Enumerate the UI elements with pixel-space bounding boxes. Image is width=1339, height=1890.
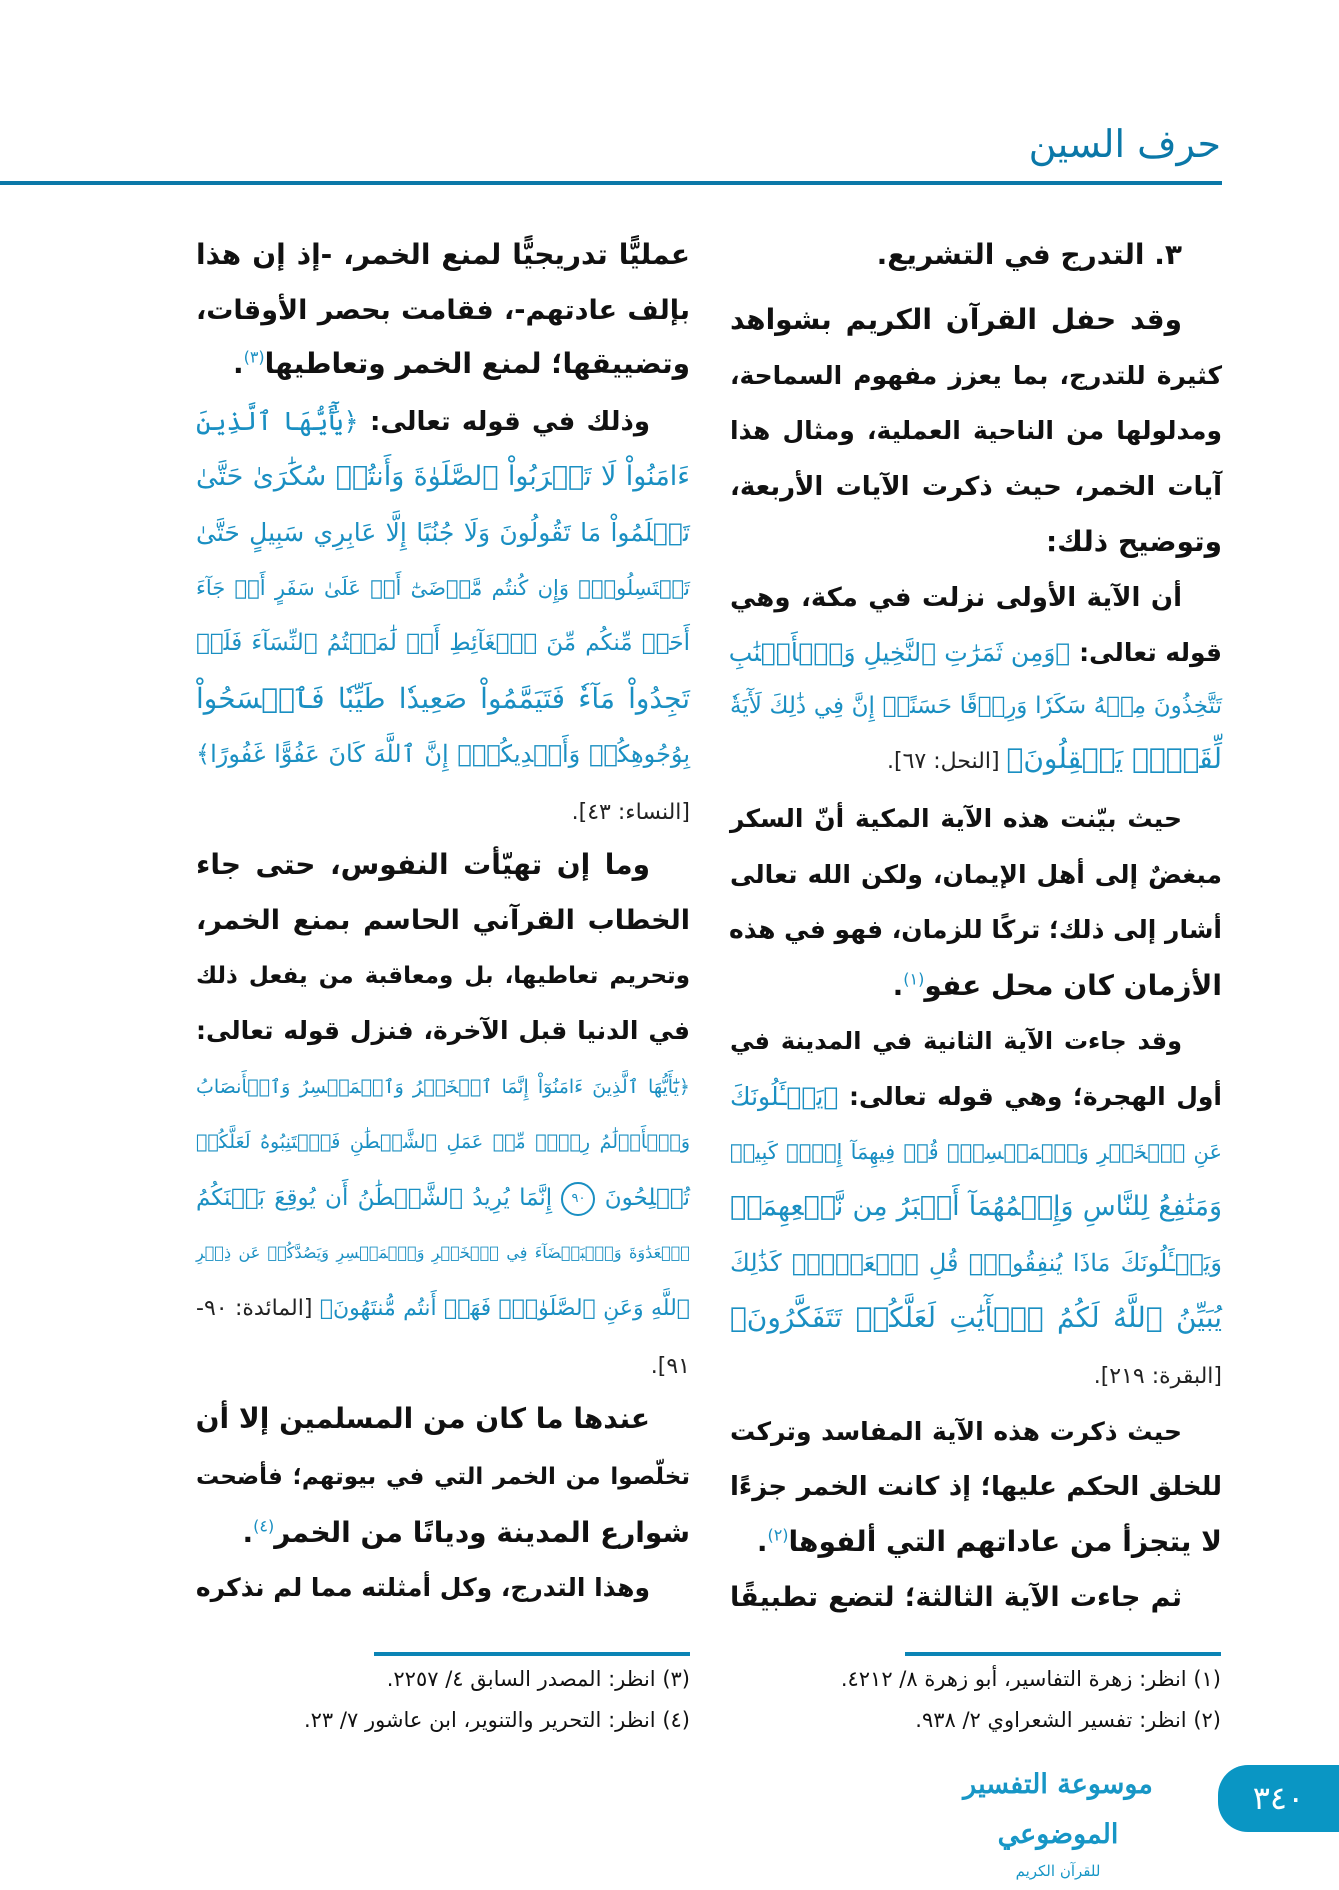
logo-subtitle: للقرآن الكريم	[1015, 1862, 1101, 1880]
quran-verse: ﴿وَمِن ثَمَرَٰتِ ٱلنَّخِيلِ وَٱلۡأَعۡنَٰبِ	[728, 638, 1071, 667]
right-column-line	[730, 1517, 1222, 1567]
verse-citation: [النحل: ٦٧].	[887, 749, 1007, 774]
quran-verse: لِّقَوۡمٖ يَعۡقِلُونَ﴾	[1006, 742, 1222, 775]
right-column-line	[730, 1072, 1222, 1122]
body-text: شوارع المدينة وديانًا من الخمر	[274, 1516, 690, 1549]
footnote-ref[interactable]: (٤)	[253, 1516, 275, 1536]
footnote-ref[interactable]: (١)	[903, 969, 925, 989]
body-text: حيث ذكرت هذه الآية المفاسد وتركت	[730, 1417, 1182, 1446]
right-column-line	[730, 794, 1222, 844]
body-text: عندها ما كان من المسلمين إلا أن	[195, 1402, 650, 1435]
left-column-line	[196, 508, 690, 558]
right-column-line	[730, 961, 1222, 1011]
body-text: لا يتجزأ من عاداتهم التي ألفوها	[788, 1525, 1222, 1558]
body-text: وذلك في قوله تعالى:	[358, 407, 650, 437]
right-column-line	[730, 681, 1222, 731]
left-column-line	[196, 951, 690, 1001]
quran-verse: ءَامَنُواْ لَا تَقۡرَبُواْ ٱلصَّلَوٰةَ وَأَنتُمۡ سُكَٰرَىٰ حَتَّىٰ	[196, 461, 690, 492]
footnote-3: (٣) انظر: المصدر السابق ٤/ ٢٢٥٧.	[386, 1667, 690, 1691]
quran-verse: ﴿يَٰٓأَيُّهَا ٱلَّذِينَ	[196, 407, 359, 437]
left-column-line	[196, 1173, 690, 1223]
quran-verse: تَتَّخِذُونَ مِنۡهُ سَكَرٗا وَرِزۡقًا حَسَنًاۚ إِنَّ فِي ذَٰلِكَ لَأٓيَةٗ	[730, 693, 1222, 719]
right-column-line	[730, 850, 1222, 900]
left-column-line	[196, 1117, 690, 1167]
body-text: .	[242, 1516, 254, 1549]
footnote-1: (١) انظر: زهرة التفاسير، أبو زهرة ٨/ ٤٢١٢.	[840, 1667, 1221, 1691]
quran-verse: أَحَدٞ مِّنكُم مِّنَ ٱلۡغَآئِطِ أَوۡ لَٰمَسۡتُمُ ٱلنِّسَآءَ فَلَمۡ	[196, 630, 690, 656]
body-text: تخلّصوا من الخمر التي في بيوتهم؛ فأضحت	[196, 1464, 690, 1490]
verse-citation: [النساء: ٤٣].	[571, 800, 690, 825]
body-text: آيات الخمر، حيث ذكرت الآيات الأربعة،	[730, 472, 1222, 502]
body-text: .	[892, 969, 904, 1002]
left-column-line	[196, 1508, 690, 1558]
body-text: وتضييقها؛ لمنع الخمر وتعاطيها	[264, 347, 690, 380]
left-column-line	[196, 840, 690, 890]
left-column-line	[196, 1062, 690, 1112]
body-text: عمليًّا تدريجيًّا لمنع الخمر، -إذ إن هذا	[196, 238, 690, 271]
right-column-line	[730, 1407, 1222, 1457]
quran-verse: يُبَيِّنُ ٱللَّهُ لَكُمُ ٱلۡأٓيَٰتِ لَعَلَّكُمۡ تَتَفَكَّرُونَ﴾	[730, 1301, 1222, 1334]
body-text: للخلق الحكم عليها؛ إذ كانت الخمر جزءًا	[730, 1472, 1222, 1502]
page-number: ٣٤٠	[1218, 1765, 1339, 1832]
right-column-line	[730, 1127, 1222, 1177]
left-column-line	[196, 1339, 690, 1389]
right-column-line	[730, 1238, 1222, 1288]
right-column-line	[730, 628, 1222, 678]
left-column-line	[196, 1228, 690, 1278]
right-column-line	[730, 1462, 1222, 1512]
logo-title: موسوعة التفسير الموضوعي	[963, 1769, 1153, 1850]
quran-verse: ﴿يَسۡـَٔلُونَكَ	[730, 1082, 839, 1111]
quran-verse: ٱللَّهِ وَعَنِ ٱلصَّلَوٰةِۖ فَهَلۡ أَنتُم مُّنتَهُونَ﴾	[319, 1296, 690, 1321]
left-column-line	[196, 785, 690, 835]
body-text: بإلف عادتهم-، فقامت بحصر الأوقات،	[196, 295, 690, 326]
body-text: .	[232, 347, 244, 380]
quran-verse: عَنِ ٱلۡخَمۡرِ وَٱلۡمَيۡسِرِۖ قُلۡ فِيهِمَآ إِثۡمٞ كَبِيرٞ	[730, 1140, 1222, 1164]
body-text: في الدنيا قبل الآخرة، فنزل قوله تعالى:	[196, 1016, 690, 1045]
quran-verse: تَجِدُواْ مَآءٗ فَتَيَمَّمُواْ صَعِيدٗا طَيِّبٗا فَٱمۡسَحُواْ	[196, 682, 690, 715]
left-column-line	[196, 618, 690, 668]
body-text: وقد حفل القرآن الكريم بشواهد	[730, 303, 1182, 336]
footnote-divider-left	[374, 1652, 690, 1656]
right-column-line	[730, 1573, 1222, 1623]
right-column-line	[730, 1016, 1222, 1066]
body-text: أول الهجرة؛ وهي قوله تعالى:	[838, 1082, 1222, 1111]
body-text: كثيرة للتدرج، بما يعزز مفهوم السماحة،	[730, 361, 1222, 390]
body-text: .	[756, 1525, 768, 1558]
body-text: حيث بيّنت هذه الآية المكية أنّ السكر	[730, 804, 1182, 833]
body-text: وتوضيح ذلك:	[1045, 525, 1222, 558]
right-column-line	[730, 1293, 1222, 1343]
footnote-2: (٢) انظر: تفسير الشعراوي ٢/ ٩٣٨.	[915, 1708, 1221, 1732]
quran-verse: وَٱلۡأَزۡلَٰمُ رِجۡسٞ مِّنۡ عَمَلِ ٱلشَّيۡطَٰنِ فَٱجۡتَنِبُوهُ لَعَلَّكُمۡ	[196, 1131, 690, 1153]
right-column-line	[730, 517, 1222, 567]
body-text: قوله تعالى:	[1070, 638, 1222, 667]
left-column-line	[196, 674, 690, 724]
body-text: الخطاب القرآني الحاسم بمنع الخمر،	[196, 905, 690, 936]
right-column-line	[730, 573, 1222, 623]
right-column-line	[730, 406, 1222, 456]
body-text: أن الآية الأولى نزلت في مكة، وهي	[730, 583, 1182, 613]
body-text: وقد جاءت الآية الثانية في المدينة في	[730, 1027, 1182, 1055]
body-text: الأزمان كان محل عفو	[924, 969, 1222, 1002]
body-text: ٣. التدرج في التشريع.	[876, 238, 1182, 271]
chapter-title: حرف السين	[1028, 122, 1221, 166]
header-divider	[0, 181, 1222, 185]
body-text: أشار إلى ذلك؛ تركًا للزمان، فهو في هذه	[728, 915, 1222, 944]
body-text: وتحريم تعاطيها، بل ومعاقبة من يفعل ذلك	[196, 963, 690, 989]
right-column-line	[730, 462, 1222, 512]
verse-citation: ٩١].	[650, 1354, 690, 1379]
quran-verse: وَمَنَٰفِعُ لِلنَّاسِ وَإِثۡمُهُمَآ أَكۡبَرُ مِن نَّفۡعِهِمَاۗ	[730, 1191, 1222, 1222]
left-column-line	[196, 397, 690, 447]
left-column-line	[196, 339, 690, 389]
body-text: ثم جاءت الآية الثالثة؛ لتضع تطبيقًا	[730, 1582, 1182, 1613]
left-column-line	[196, 729, 690, 779]
quran-verse: تَعۡلَمُواْ مَا تَقُولُونَ وَلَا جُنُبًا إِلَّا عَابِرِي سَبِيلٍ حَتَّىٰ	[196, 518, 690, 547]
verse-citation: [البقرة: ٢١٩].	[1093, 1364, 1222, 1389]
encyclopedia-logo	[934, 1760, 1182, 1880]
right-column-line	[730, 295, 1222, 345]
right-column-line	[730, 1182, 1222, 1232]
body-text: ومدلولها من الناحية العملية، ومثال هذا	[730, 416, 1222, 445]
body-text: مبغضٌ إلى أهل الإيمان، ولكن الله تعالى	[730, 860, 1222, 889]
left-column-line	[196, 563, 690, 613]
left-column-line	[196, 1006, 690, 1056]
quran-verse: تَغۡتَسِلُواْۚ وَإِن كُنتُم مَّرۡضَىٰٓ أَوۡ عَلَىٰ سَفَرٍ أَوۡ جَآءَ	[196, 576, 690, 600]
footnote-4: (٤) انظر: التحرير والتنوير، ابن عاشور ٧/ ٢٣.	[303, 1708, 690, 1732]
quran-verse: تُفۡلِحُونَ	[595, 1185, 690, 1211]
left-column-line	[196, 286, 690, 336]
verse-citation: [المائدة: ٩٠-	[196, 1296, 320, 1321]
quran-verse: بِوُجُوهِكُمۡ وَأَيۡدِيكُمۡۗ إِنَّ ٱللَّهَ كَانَ عَفُوًّا غَفُورًا﴾	[196, 740, 690, 768]
quran-verse: إِنَّمَا يُرِيدُ ٱلشَّيۡطَٰنُ أَن يُوقِعَ بَيۡنَكُمُ	[196, 1185, 562, 1211]
right-column-line	[730, 230, 1222, 280]
footnote-ref[interactable]: (٣)	[243, 347, 265, 367]
right-column-line	[730, 905, 1222, 955]
left-column-line	[196, 230, 690, 280]
footnote-ref[interactable]: (٢)	[767, 1525, 789, 1545]
left-column-line	[196, 452, 690, 502]
left-column-line	[196, 1394, 690, 1444]
quran-verse: ﴿يَٰٓأَيُّهَا ٱلَّذِينَ ءَامَنُوٓاْ إِنَّمَا ٱلۡخَمۡرُ وَٱلۡمَيۡسِرُ وَٱلۡأَنصَابُ	[196, 1076, 690, 1098]
right-column-line	[730, 351, 1222, 401]
body-text: وهذا التدرج، وكل أمثلته مما لم نذكره	[195, 1573, 650, 1602]
right-column-line	[730, 734, 1222, 784]
left-column-line	[196, 1284, 690, 1334]
left-column-line	[196, 896, 690, 946]
left-column-line	[196, 1452, 690, 1502]
quran-verse: ٱلۡعَدَٰوَةَ وَٱلۡبَغۡضَآءَ فِي ٱلۡخَمۡرِ وَٱلۡمَيۡسِرِ وَيَصُدَّكُمۡ عَن ذِكۡرِ	[196, 1243, 690, 1262]
ayah-number-marker: ٩٠	[561, 1182, 595, 1216]
left-column-line	[196, 1563, 690, 1613]
body-text: وما إن تهيّأت النفوس، حتى جاء	[196, 848, 650, 881]
footnote-divider-right	[905, 1652, 1221, 1656]
quran-verse: وَيَسۡـَٔلُونَكَ مَاذَا يُنفِقُونَۖ قُلِ ٱلۡعَفۡوَۗ كَذَٰلِكَ	[730, 1249, 1222, 1277]
right-column-line	[730, 1349, 1222, 1399]
